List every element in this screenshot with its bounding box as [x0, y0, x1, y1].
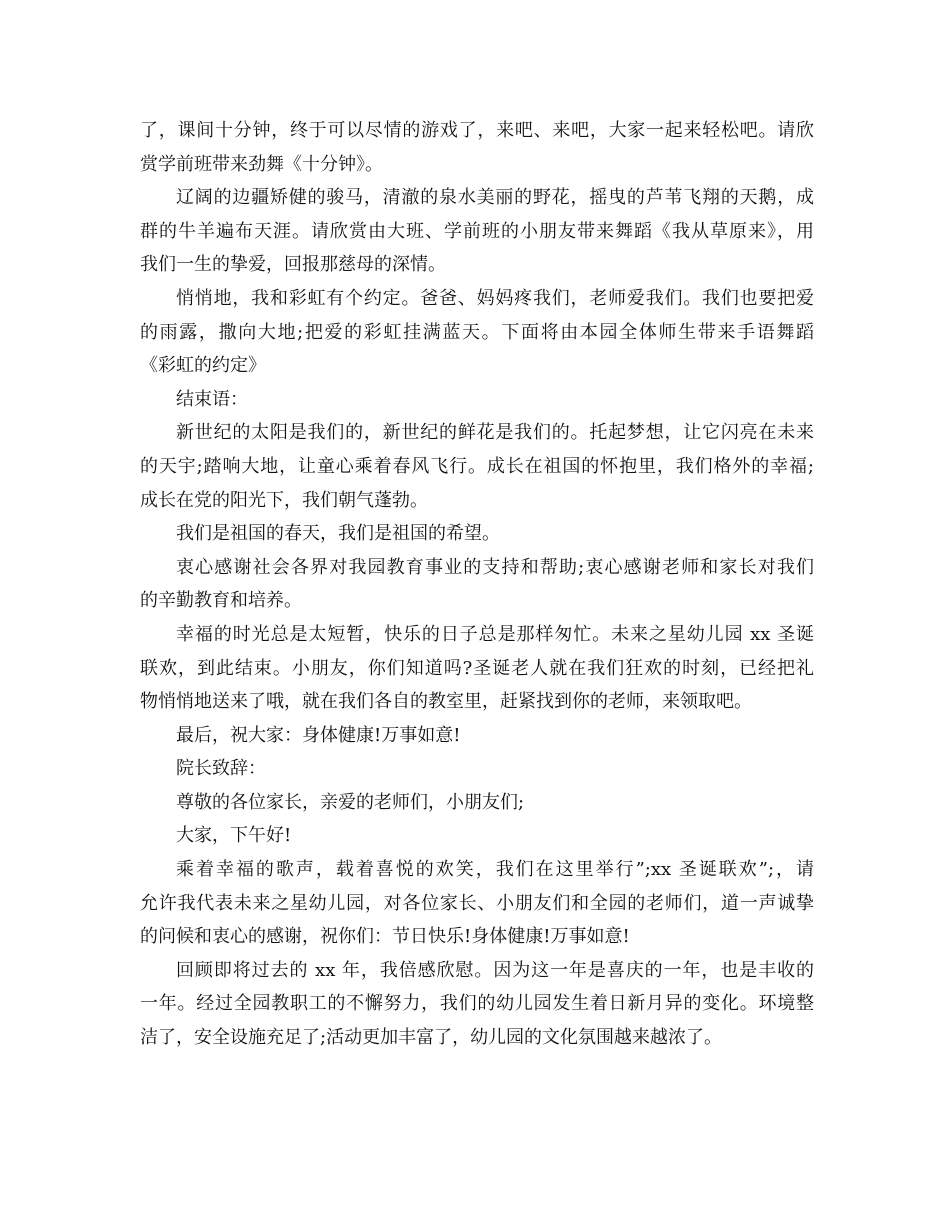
text-line: 一年。经过全园教职工的不懈努力，我们的幼儿园发生着日新月异的变化。环境整 — [140, 993, 814, 1015]
paragraph — [140, 719, 814, 753]
text-line: 乘着幸福的歌声，载着喜悦的欢笑，我们在这里举行”;xx 圣诞联欢”;，请 — [176, 859, 814, 881]
text-line: 赏学前班带来劲舞《十分钟》。 — [140, 153, 383, 175]
paragraph — [140, 282, 814, 383]
text-line: 最后，祝大家：身体健康!万事如意! — [176, 724, 461, 746]
text-line: 衷心感谢社会各界对我园教育事业的支持和帮助;衷心感谢老师和家长对我们 — [176, 556, 814, 578]
paragraph — [140, 954, 814, 1055]
text-line: 的辛勤教育和培养。 — [140, 590, 302, 612]
paragraph — [140, 551, 814, 618]
paragraph — [140, 618, 814, 719]
paragraph — [140, 819, 814, 853]
text-line: 洁了，安全设施充足了;活动更加丰富了，幼儿园的文化氛围越来越浓了。 — [140, 1027, 723, 1049]
paragraph — [140, 853, 814, 954]
text-line: 了，课间十分钟，终于可以尽情的游戏了，来吧、来吧，大家一起来轻松吧。请欣 — [140, 120, 814, 141]
text-line: 幸福的时光总是太短暂，快乐的日子总是那样匆忙。未来之星幼儿园 xx 圣诞 — [176, 623, 814, 645]
paragraph — [140, 383, 814, 417]
text-line: 大家，下午好! — [176, 825, 292, 847]
text-line: 《彩虹的约定》 — [140, 355, 266, 377]
text-line: 的问候和衷心的感谢，祝你们：节日快乐!身体健康!万事如意! — [140, 926, 630, 948]
text-line: 结束语： — [176, 388, 248, 410]
text-line: 悄悄地，我和彩虹有个约定。爸爸、妈妈疼我们，老师爱我们。我们也要把爱 — [176, 287, 814, 309]
paragraph — [140, 181, 814, 282]
text-line: 成长在党的阳光下，我们朝气蓬勃。 — [140, 489, 428, 511]
text-line: 的天宇;踏响大地，让童心乘着春风飞行。成长在祖国的怀抱里，我们格外的幸福; — [140, 455, 814, 477]
paragraph — [140, 416, 814, 517]
text-line: 我们一生的挚爱，回报那慈母的深情。 — [140, 254, 446, 276]
document-body — [140, 114, 814, 1055]
paragraph — [140, 114, 814, 181]
text-line: 回顾即将过去的 xx 年，我倍感欣慰。因为这一年是喜庆的一年，也是丰收的 — [176, 959, 814, 981]
text-line: 尊敬的各位家长，亲爱的老师们，小朋友们; — [176, 791, 525, 813]
text-line: 群的牛羊遍布天涯。请欣赏由大班、学前班的小朋友带来舞蹈《我从草原来》，用 — [140, 220, 814, 242]
paragraph — [140, 517, 814, 551]
text-line: 新世纪的太阳是我们的，新世纪的鲜花是我们的。托起梦想，让它闪亮在未来 — [176, 422, 814, 444]
text-line: 允许我代表未来之星幼儿园，对各位家长、小朋友们和全园的老师们，道一声诚挚 — [140, 892, 814, 914]
text-line: 院长致辞： — [176, 758, 266, 780]
paragraph — [140, 752, 814, 786]
text-line: 我们是祖国的春天，我们是祖国的希望。 — [176, 523, 500, 545]
text-line: 的雨露，撒向大地;把爱的彩虹挂满蓝天。下面将由本园全体师生带来手语舞蹈 — [140, 321, 814, 343]
text-line: 辽阔的边疆矫健的骏马，清澈的泉水美丽的野花，摇曳的芦苇飞翔的天鹅，成 — [176, 187, 814, 209]
text-line: 联欢，到此结束。小朋友，你们知道吗?圣诞老人就在我们狂欢的时刻，已经把礼 — [140, 657, 814, 679]
paragraph — [140, 786, 814, 820]
text-line: 物悄悄地送来了哦，就在我们各自的教室里，赶紧找到你的老师，来领取吧。 — [140, 691, 752, 713]
